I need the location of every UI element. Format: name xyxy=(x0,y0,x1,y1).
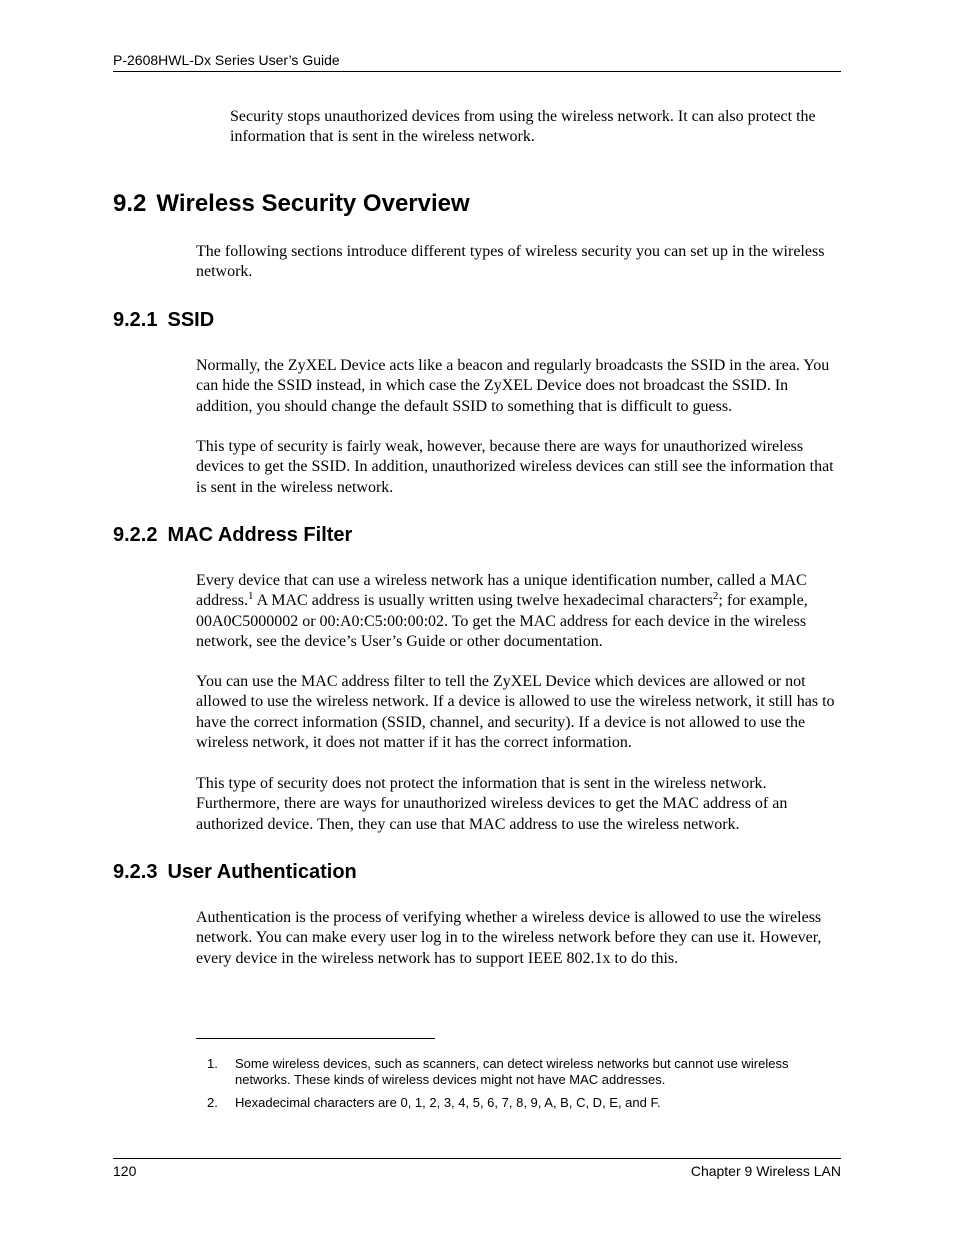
intro-paragraph: Security stops unauthorized devices from using the wireless network. It can also protect the information that is sent in the wireless network. xyxy=(230,108,816,146)
guide-title: P-2608HWL-Dx Series User’s Guide xyxy=(113,52,340,68)
mac-p1-part-c: ; for example, 00A0C5000002 or 00:A0:C5:00:00:02. To get the MAC address for each device in the wireless network, see the device’s User’s Guide or other documentation. xyxy=(196,592,808,650)
auth-title: User Authentication xyxy=(167,861,357,883)
footnote-2-number: 2. xyxy=(207,1095,218,1110)
mac-heading xyxy=(113,523,352,547)
auth-paragraph-1: Authentication is the process of verifying whether a wireless device is allowed to use the wireless network. You can make every user log in to the wireless network before they can use it. However, every device in the wireless network has to support IEEE 802.1x to do this. xyxy=(196,909,822,967)
section-intro-paragraph: The following sections introduce different types of wireless security you can set up in the wireless network. xyxy=(196,243,825,281)
section-heading xyxy=(113,189,470,219)
mac-number: 9.2.2 xyxy=(113,524,158,546)
footnote-2 xyxy=(207,1095,847,1111)
page-header xyxy=(113,51,841,72)
mac-p1-part-a: Every device that can use a wireless network has a unique identification number, called a MAC address. xyxy=(196,572,807,610)
section-title: Wireless Security Overview xyxy=(156,190,470,217)
ssid-paragraph-1: Normally, the ZyXEL Device acts like a beacon and regularly broadcasts the SSID in the area. You can hide the SSID instead, in which case the ZyXEL Device does not broadcast the SSID. In addition, you should change the default SSID to something that is difficult to guess. xyxy=(196,357,830,415)
page-number: 120 xyxy=(113,1163,137,1179)
ssid-heading xyxy=(113,308,214,332)
mac-paragraph-2: You can use the MAC address filter to tell the ZyXEL Device which devices are allowed or not allowed to use the wireless network. If a device is allowed to use the wireless network, it still has to have the correct information (SSID, channel, and security). If a device is not allowed to use the wireless network, it does not matter if it has the correct information. xyxy=(196,673,835,751)
chapter-label: Chapter 9 Wireless LAN xyxy=(690,1163,841,1179)
ssid-paragraph-2: This type of security is fairly weak, however, because there are ways for unauthorized wireless devices to get the SSID. In addition, unauthorized wireless devices can still see the information that is sent in the wireless network. xyxy=(196,438,834,496)
footnote-1-text: Some wireless devices, such as scanners, can detect wireless networks but cannot use wireless networks. These kinds of wireless devices might not have MAC addresses. xyxy=(235,1056,789,1087)
footnote-divider xyxy=(196,1038,435,1039)
mac-paragraph-3: This type of security does not protect the information that is sent in the wireless network. Furthermore, there are ways for unauthorized wireless devices to get the MAC address of an authorized device. Then, they can use that MAC address to use the wireless network. xyxy=(196,775,788,833)
footnote-2-text: Hexadecimal characters are 0, 1, 2, 3, 4, 5, 6, 7, 8, 9, A, B, C, D, E, and F. xyxy=(235,1095,661,1110)
page-footer xyxy=(113,1158,841,1179)
section-number: 9.2 xyxy=(113,190,147,217)
ssid-title: SSID xyxy=(167,309,215,331)
footnote-ref-1[interactable]: 1 xyxy=(247,590,254,603)
ssid-number: 9.2.1 xyxy=(113,309,158,331)
mac-p1-part-b: A MAC address is usually written using twelve hexadecimal characters xyxy=(253,592,713,610)
footnote-1-number: 1. xyxy=(207,1056,218,1071)
mac-paragraph-1 xyxy=(196,571,844,652)
auth-heading xyxy=(113,860,357,884)
footnote-ref-2[interactable]: 2 xyxy=(712,590,719,603)
mac-title: MAC Address Filter xyxy=(167,524,353,546)
footnote-1 xyxy=(207,1056,847,1087)
auth-number: 9.2.3 xyxy=(113,861,158,883)
